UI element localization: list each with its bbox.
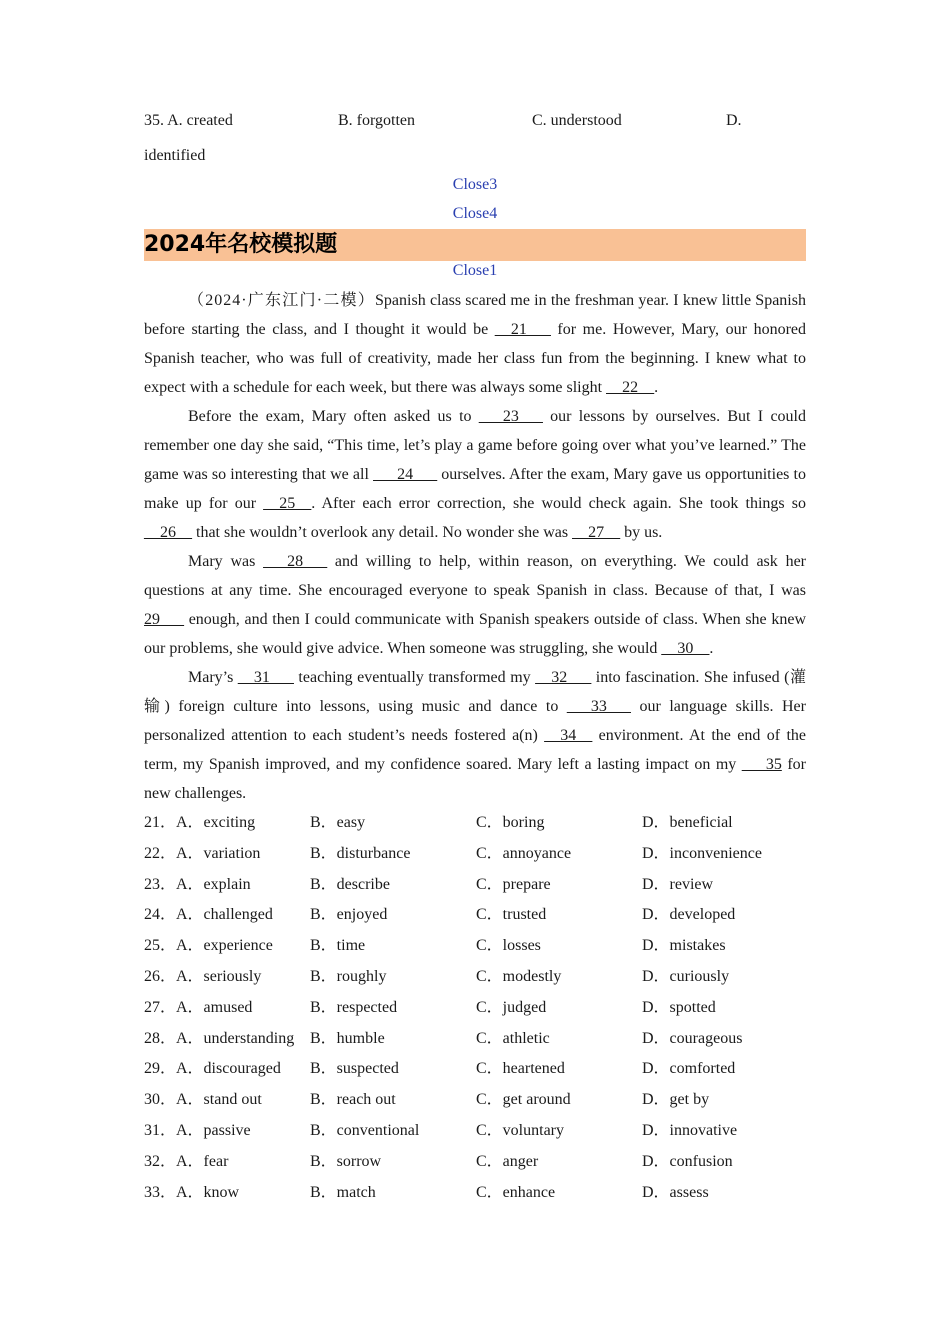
option-a: 27．A．amused [144, 998, 253, 1016]
option-d: D．courageous [642, 1029, 743, 1047]
passage-text: our lessons by ourselves. But I could remember one day she said, “This time, let’s play a game before going over what you’ve learned.” The game was so interesting that we all [144, 408, 806, 483]
option-c: C．judged [476, 998, 547, 1016]
passage-paragraph-3 [144, 547, 806, 663]
option-b: B．describe [310, 875, 390, 893]
option-a: 24．A．challenged [144, 906, 273, 924]
answer-blank: __22__ [606, 379, 655, 396]
option-b: B．match [310, 1183, 376, 1201]
option-b: B．disturbance [310, 844, 411, 862]
q35-option-c: C. understood [532, 112, 622, 129]
option-d: D．beneficial [642, 814, 733, 831]
option-row [144, 900, 806, 931]
q35-option-b: B. forgotten [338, 112, 416, 129]
option-row [144, 1116, 806, 1147]
option-a: 23．A．explain [144, 875, 251, 893]
option-b: B．easy [310, 814, 366, 831]
option-d: D．innovative [642, 1121, 738, 1139]
option-c: C．get around [476, 1091, 571, 1109]
passage-text: . [654, 379, 659, 396]
answer-blank: __27__ [572, 524, 621, 541]
option-c: C．heartened [476, 1060, 565, 1078]
option-c: C．voluntary [476, 1121, 564, 1139]
passage-text: Before the exam, Mary often asked us to [188, 408, 479, 425]
passage-text: that she wouldn’t overlook any detail. No wonder she was [192, 524, 573, 541]
option-d: D．comforted [642, 1060, 736, 1078]
passage-paragraph-1 [144, 286, 806, 402]
answer-blank: ___33___ [566, 698, 631, 715]
option-b: B．reach out [310, 1091, 396, 1109]
option-a: 22．A．variation [144, 844, 261, 862]
close3-link[interactable]: Close3 [452, 176, 498, 193]
passage-text: by us. [620, 524, 663, 541]
option-row [144, 870, 806, 901]
option-row [144, 839, 806, 870]
option-a: 28．A．understanding [144, 1029, 295, 1047]
option-a: 31．A．passive [144, 1121, 251, 1139]
option-b: B．suspected [310, 1060, 399, 1078]
answer-blank: ___28___ [263, 553, 328, 570]
answer-blank: __31___ [237, 669, 294, 686]
passage-text: enough, and then I could communicate with Spanish speakers outside of class. When she knew our problems, she would give advice. When someone was struggling, she would [144, 611, 806, 657]
option-c: C．prepare [476, 875, 551, 893]
option-c: C．losses [476, 937, 541, 955]
answer-blank: __25__ [263, 495, 312, 512]
option-row [144, 1054, 806, 1085]
option-a: 21．A．exciting [144, 814, 256, 831]
option-b: B．time [310, 937, 366, 955]
passage-text: and willing to help, within reason, on everything. We could ask her questions at any time. She encouraged everyone to speak Spanish in class. Because of that, I was [144, 553, 807, 599]
answer-blank: 29___ [144, 611, 184, 628]
passage-text: Mary was [188, 553, 264, 570]
option-row [144, 1178, 806, 1209]
option-d: D．spotted [642, 998, 716, 1016]
option-row [144, 993, 806, 1024]
passage-paragraph-2 [144, 402, 806, 547]
option-row [144, 1147, 806, 1178]
answer-blank: ___35 [741, 756, 782, 773]
passage-text: our language skills. Her personalized attention to each student’s needs fostered a(n) [144, 698, 806, 744]
answer-blank: __32___ [535, 669, 592, 686]
answer-options-table [144, 808, 806, 1208]
option-row [144, 962, 806, 993]
option-c: C．modestly [476, 967, 562, 985]
option-d: D．developed [642, 906, 736, 924]
passage-text: ourselves. After the exam, Mary gave us opportunities to make up for our [144, 466, 807, 512]
option-row [144, 808, 806, 839]
question-35-options [144, 112, 806, 141]
option-a: 30．A．stand out [144, 1091, 262, 1109]
option-c: C．annoyance [476, 844, 572, 862]
option-c: C．boring [476, 814, 545, 831]
answer-blank: ___24___ [373, 466, 438, 483]
option-d: D．review [642, 875, 714, 893]
passage-text: into fascination. She infused (灌输) foreign culture into lessons, using music and dance to [144, 669, 806, 715]
passage-text: environment. At the end of the term, my Spanish improved, and my confidence soared. Mary left a lasting impact on my [144, 727, 806, 773]
passage-text: . [709, 640, 714, 657]
option-c: C．athletic [476, 1029, 550, 1047]
option-d: D．get by [642, 1091, 710, 1109]
answer-blank: ___23___ [478, 408, 543, 425]
section-heading: 2024年名校模拟题 [144, 229, 806, 261]
option-d: D．curiously [642, 967, 730, 985]
passage-paragraph-4 [144, 663, 806, 808]
option-row [144, 1024, 806, 1055]
option-b: B．roughly [310, 967, 387, 985]
option-c: C．anger [476, 1152, 539, 1170]
passage-text: for me. However, Mary, our honored Spanish teacher, who was full of creativity, made her class fun from the beginning. I knew what to expect with a schedule for each week, but there was always some slight [144, 321, 807, 396]
option-b: B．conventional [310, 1121, 420, 1139]
passage-text: . After each error correction, she would check again. She took things so [311, 495, 807, 512]
option-a: 33．A．know [144, 1183, 240, 1201]
q35-option-d-continued: identified [144, 147, 206, 164]
option-b: B．humble [310, 1029, 385, 1047]
option-d: D．assess [642, 1183, 709, 1201]
option-d: D．mistakes [642, 937, 726, 955]
option-b: B．sorrow [310, 1152, 382, 1170]
option-b: B．respected [310, 998, 398, 1016]
passage-text: teaching eventually transformed my [293, 669, 536, 686]
option-d: D．inconvenience [642, 844, 762, 862]
answer-blank: __34__ [544, 727, 593, 744]
option-a: 29．A．discouraged [144, 1060, 281, 1078]
option-b: B．enjoyed [310, 906, 388, 924]
passage-text: Mary’s [188, 669, 238, 686]
source-citation: （2024·广东江门·二模） [188, 292, 376, 309]
option-d: D．confusion [642, 1152, 733, 1170]
option-a: 32．A．fear [144, 1152, 229, 1170]
close1-link[interactable]: Close1 [452, 262, 498, 279]
answer-blank: __30__ [661, 640, 710, 657]
passage-text: for new challenges. [144, 756, 807, 802]
option-row [144, 931, 806, 962]
close4-link[interactable]: Close4 [452, 205, 498, 222]
option-a: 25．A．experience [144, 937, 273, 955]
option-row [144, 1085, 806, 1116]
document-page [144, 112, 806, 1208]
answer-blank: __21___ [494, 321, 551, 338]
option-c: C．trusted [476, 906, 547, 924]
option-a: 26．A．seriously [144, 967, 262, 985]
answer-blank: __26__ [144, 524, 192, 541]
option-c: C．enhance [476, 1183, 556, 1201]
q35-option-a: 35. A. created [144, 112, 233, 129]
passage-text: Spanish class scared me in the freshman year. I knew little Spanish before starting the class, and I thought it would be [144, 292, 806, 338]
q35-option-d: D. [726, 112, 742, 129]
